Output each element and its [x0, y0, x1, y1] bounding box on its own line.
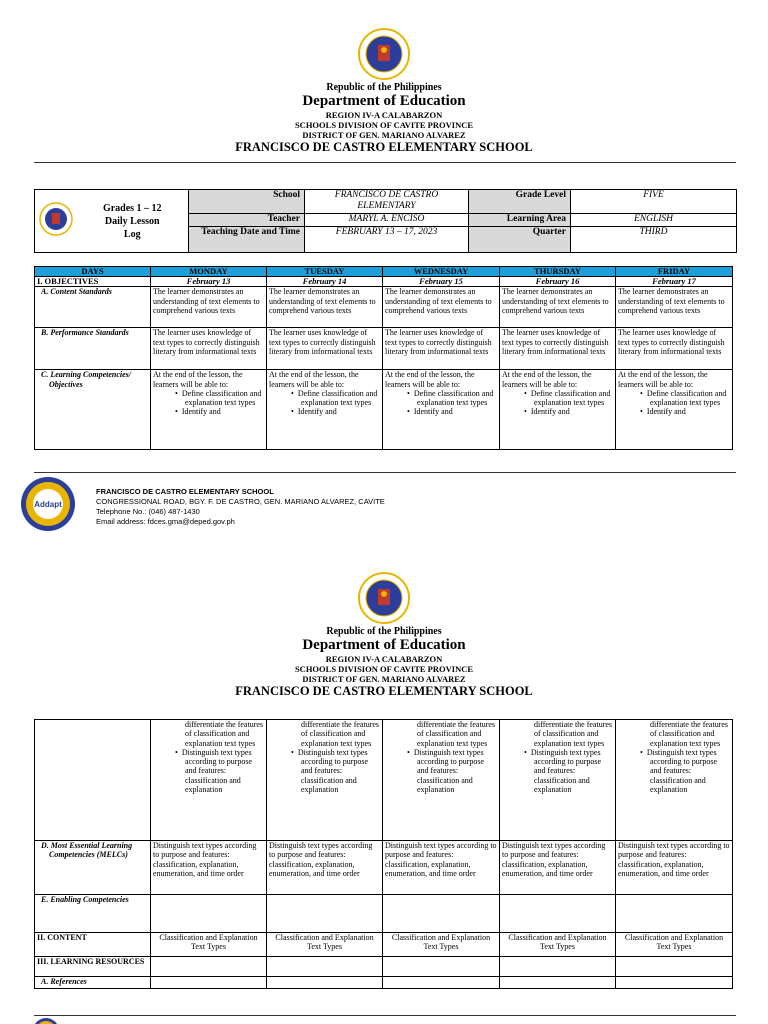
lc-continued-label [35, 720, 151, 841]
lc-bullet: • Identify and [175, 407, 221, 417]
lc-bullet-text: differentiate the features of classification and explanation text types [417, 720, 496, 748]
school-value: FRANCISCO DE CASTRO ELEMENTARY [305, 190, 469, 214]
melc-cell: Distinguish text types according to purpose and features: classification, explanation, enumeration, and time order [500, 841, 616, 895]
references-cell [383, 977, 500, 989]
lc-bullet-text: Distinguish text types according to purpose and features: classification and explanation [413, 747, 485, 795]
resources-cell [151, 957, 267, 977]
melc-cell: Distinguish text types according to purpose and features: classification, explanation, enumeration, and time order [267, 841, 383, 895]
footer-page1 [96, 487, 385, 527]
teacher-value: MARYL A. ENCISO [305, 214, 469, 227]
lc-bullet: • Distinguish text types according to purpose and features: classification and explanation [640, 747, 718, 795]
references-label: A. References [35, 977, 151, 989]
lc-bullet-text: Distinguish text types according to purpose and features: classification and explanation [646, 747, 718, 795]
quarter-label: Quarter [469, 227, 571, 253]
content-standards-row [35, 287, 733, 328]
lc-bullet: • Distinguish text types according to purpose and features: classification and explanation [524, 747, 602, 795]
content-cell: Classification and Explanation Text Types [500, 933, 616, 957]
resources-cell [500, 957, 616, 977]
references-row [35, 977, 733, 989]
header-divider [34, 162, 736, 163]
deped-logo-cell [35, 190, 77, 253]
school-logo-partial-icon [32, 1017, 60, 1024]
references-cell [151, 977, 267, 989]
lc-cell [151, 370, 267, 450]
lc-cont-cell [500, 720, 616, 841]
content-standards-cell: The learner demonstrates an understanding of text elements to comprehend various texts [500, 287, 616, 328]
lc-bullet-text: differentiate the features of classification and explanation text types [185, 720, 264, 748]
enabling-cell [383, 895, 500, 933]
region-text: REGION IV-A CALABARZON [325, 110, 443, 120]
letterhead-page1 [0, 28, 768, 154]
resources-cell [383, 957, 500, 977]
performance-cell: The learner uses knowledge of text types to correctly distinguish literary from informational texts [616, 328, 733, 370]
letterhead-page2 [0, 572, 768, 698]
grade-level-value: FIVE [571, 190, 737, 214]
content-cell: Classification and Explanation Text Types [616, 933, 733, 957]
performance-cell: The learner uses knowledge of text types to correctly distinguish literary from informational texts [151, 328, 267, 370]
day-tuesday: TUESDAY [267, 267, 383, 277]
lc-bullet-text: Identify and [297, 407, 337, 417]
date-monday: February 13 [151, 277, 267, 287]
lc-intro: At the end of the lesson, the learners will be able to: [385, 370, 475, 389]
learning-area-label: Learning Area [469, 214, 571, 227]
day-thursday: THURSDAY [500, 267, 616, 277]
lc-intro: At the end of the lesson, the learners will be able to: [502, 370, 592, 389]
lesson-table-page1 [34, 266, 733, 450]
content-row [35, 933, 733, 957]
lc-continued-row [35, 720, 733, 841]
melc-cell: Distinguish text types according to purpose and features: classification, explanation, enumeration, and time order [151, 841, 267, 895]
lc-bullet-text: Distinguish text types according to purpose and features: classification and explanation [181, 747, 253, 795]
deped-seal-icon [358, 572, 410, 624]
school-logo-icon [20, 476, 76, 537]
enabling-cell [151, 895, 267, 933]
performance-row [35, 328, 733, 370]
footer-school: FRANCISCO DE CASTRO ELEMENTARY SCHOOL [96, 487, 274, 496]
department-title: Department of Education [302, 93, 466, 109]
resources-cell [267, 957, 383, 977]
lc-bullet: • Define classification and explanation text types [291, 388, 378, 408]
performance-label: B. Performance Standards [35, 328, 151, 370]
content-cell: Classification and Explanation Text Types [151, 933, 267, 957]
date-thursday: February 16 [500, 277, 616, 287]
date-friday: February 17 [616, 277, 733, 287]
region-text: REGION IV-A CALABARZON [325, 654, 443, 664]
lc-bullet: • Distinguish text types according to purpose and features: classification and explanation [175, 747, 253, 795]
lc-bullet: • Identify and [640, 407, 686, 417]
objectives-label: I. OBJECTIVES [35, 277, 151, 287]
lc-bullet-text: Define classification and explanation text types [646, 388, 727, 408]
day-wednesday: WEDNESDAY [383, 267, 500, 277]
lc-bullet-text: differentiate the features of classification and explanation text types [650, 720, 729, 748]
school-name: FRANCISCO DE CASTRO ELEMENTARY SCHOOL [235, 684, 533, 698]
quarter-value: THIRD [571, 227, 737, 253]
lc-bullet: • Define classification and explanation text types [524, 388, 611, 408]
republic-text: Republic of the Philippines [326, 626, 442, 637]
lc-bullet: • Define classification and explanation text types [640, 388, 727, 408]
lc-bullet-text: Identify and [181, 407, 221, 417]
enabling-row [35, 895, 733, 933]
days-header-row [35, 267, 733, 277]
lc-bullet: • Distinguish text types according to purpose and features: classification and explanation [291, 747, 369, 795]
lc-bullet-text: Define classification and explanation text types [530, 388, 611, 408]
log-text: Log [123, 228, 141, 240]
days-header: DAYS [35, 267, 151, 277]
footer-divider [34, 1015, 736, 1016]
lc-bullet: • Identify and [524, 407, 570, 417]
enabling-cell [267, 895, 383, 933]
district-text: DISTRICT OF GEN. MARIANO ALVAREZ [302, 674, 466, 684]
references-cell [500, 977, 616, 989]
content-standards-cell: The learner demonstrates an understanding of text elements to comprehend various texts [616, 287, 733, 328]
date-wednesday: February 15 [383, 277, 500, 287]
content-standards-cell: The learner demonstrates an understanding of text elements to comprehend various texts [151, 287, 267, 328]
lc-bullet-text: Define classification and explanation text types [413, 388, 494, 408]
enabling-cell [616, 895, 733, 933]
lc-bullet: • Define classification and explanation text types [175, 388, 262, 408]
melc-row [35, 841, 733, 895]
footer-phone: Telephone No.: (046) 487-1430 [96, 507, 200, 516]
resources-cell [616, 957, 733, 977]
teaching-date-value: FEBRUARY 13 – 17, 2023 [305, 227, 469, 253]
references-cell [267, 977, 383, 989]
content-label: II. CONTENT [35, 933, 151, 957]
republic-text: Republic of the Philippines [326, 82, 442, 93]
content-standards-cell: The learner demonstrates an understanding of text elements to comprehend various texts [267, 287, 383, 328]
resources-row [35, 957, 733, 977]
division-text: SCHOOLS DIVISION OF CAVITE PROVINCE [294, 664, 474, 674]
lc-cont-cell [616, 720, 733, 841]
footer-divider [34, 472, 736, 473]
lc-intro: At the end of the lesson, the learners will be able to: [618, 370, 708, 389]
school-label: School [189, 190, 305, 214]
department-title: Department of Education [302, 637, 466, 653]
lc-cell [616, 370, 733, 450]
lc-bullet-text: differentiate the features of classification and explanation text types [534, 720, 613, 748]
deped-logo-icon [39, 202, 73, 236]
lc-bullet: • Distinguish text types according to purpose and features: classification and explanation [407, 747, 485, 795]
day-monday: MONDAY [151, 267, 267, 277]
melc-cell: Distinguish text types according to purpose and features: classification, explanation, enumeration, and time order [616, 841, 733, 895]
school-name: FRANCISCO DE CASTRO ELEMENTARY SCHOOL [235, 140, 533, 154]
lc-bullet-text: Identify and [530, 407, 570, 417]
lc-cont-cell [267, 720, 383, 841]
dates-row [35, 277, 733, 287]
resources-label: III. LEARNING RESOURCES [35, 957, 151, 977]
deped-seal-icon [358, 28, 410, 80]
melc-label: D. Most Essential Learning Competencies (MELCs) [35, 841, 151, 895]
date-tuesday: February 14 [267, 277, 383, 287]
lc-bullet-text: Distinguish text types according to purpose and features: classification and explanation [297, 747, 369, 795]
grade-level-label: Grade Level [469, 190, 571, 214]
lc-intro: At the end of the lesson, the learners will be able to: [269, 370, 359, 389]
lc-bullet-text: Define classification and explanation text types [297, 388, 378, 408]
performance-cell: The learner uses knowledge of text types to correctly distinguish literary from informational texts [383, 328, 500, 370]
footer-email: Email address: fdces.gma@deped.gov.ph [96, 517, 235, 526]
performance-cell: The learner uses knowledge of text types to correctly distinguish literary from informational texts [500, 328, 616, 370]
enabling-label: E. Enabling Competencies [35, 895, 151, 933]
learning-competencies-row [35, 370, 733, 450]
learning-area-value: ENGLISH [571, 214, 737, 227]
learning-competencies-label: C. Learning Competencies/ Objectives [35, 370, 151, 450]
dll-title-cell [77, 190, 189, 253]
lc-intro: At the end of the lesson, the learners will be able to: [153, 370, 243, 389]
lc-cell [267, 370, 383, 450]
lc-bullet-text: Identify and [646, 407, 686, 417]
melc-cell: Distinguish text types according to purpose and features: classification, explanation, enumeration, and time order [383, 841, 500, 895]
school-logo-text: Addapt [34, 500, 62, 509]
content-standards-cell: The learner demonstrates an understanding of text elements to comprehend various texts [383, 287, 500, 328]
footer-address: CONGRESSIONAL ROAD, BGY. F. DE CASTRO, GEN. MARIANO ALVAREZ, CAVITE [96, 497, 385, 506]
lc-bullet-text: Distinguish text types according to purpose and features: classification and explanation [530, 747, 602, 795]
lc-cell [383, 370, 500, 450]
division-text: SCHOOLS DIVISION OF CAVITE PROVINCE [294, 120, 474, 130]
lesson-table-page2 [34, 719, 733, 989]
day-friday: FRIDAY [616, 267, 733, 277]
enabling-cell [500, 895, 616, 933]
lc-bullet: • Define classification and explanation text types [407, 388, 494, 408]
lc-bullet: • Identify and [407, 407, 453, 417]
lc-cell [500, 370, 616, 450]
content-cell: Classification and Explanation Text Types [267, 933, 383, 957]
lc-bullet-text: differentiate the features of classification and explanation text types [301, 720, 380, 748]
district-text: DISTRICT OF GEN. MARIANO ALVAREZ [302, 130, 466, 140]
lc-cont-cell [151, 720, 267, 841]
references-cell [616, 977, 733, 989]
teaching-date-label: Teaching Date and Time [189, 227, 305, 253]
performance-cell: The learner uses knowledge of text types to correctly distinguish literary from informational texts [267, 328, 383, 370]
content-standards-label: A. Content Standards [35, 287, 151, 328]
lc-bullet-text: Identify and [413, 407, 453, 417]
lc-bullet: • Identify and [291, 407, 337, 417]
grades-text: Grades 1 – 12 [102, 202, 162, 214]
content-cell: Classification and Explanation Text Types [383, 933, 500, 957]
lc-cont-cell [383, 720, 500, 841]
info-table [34, 189, 737, 253]
teacher-label: Teacher [189, 214, 305, 227]
lc-bullet-text: Define classification and explanation text types [181, 388, 262, 408]
dll-text: Daily Lesson [104, 215, 160, 227]
